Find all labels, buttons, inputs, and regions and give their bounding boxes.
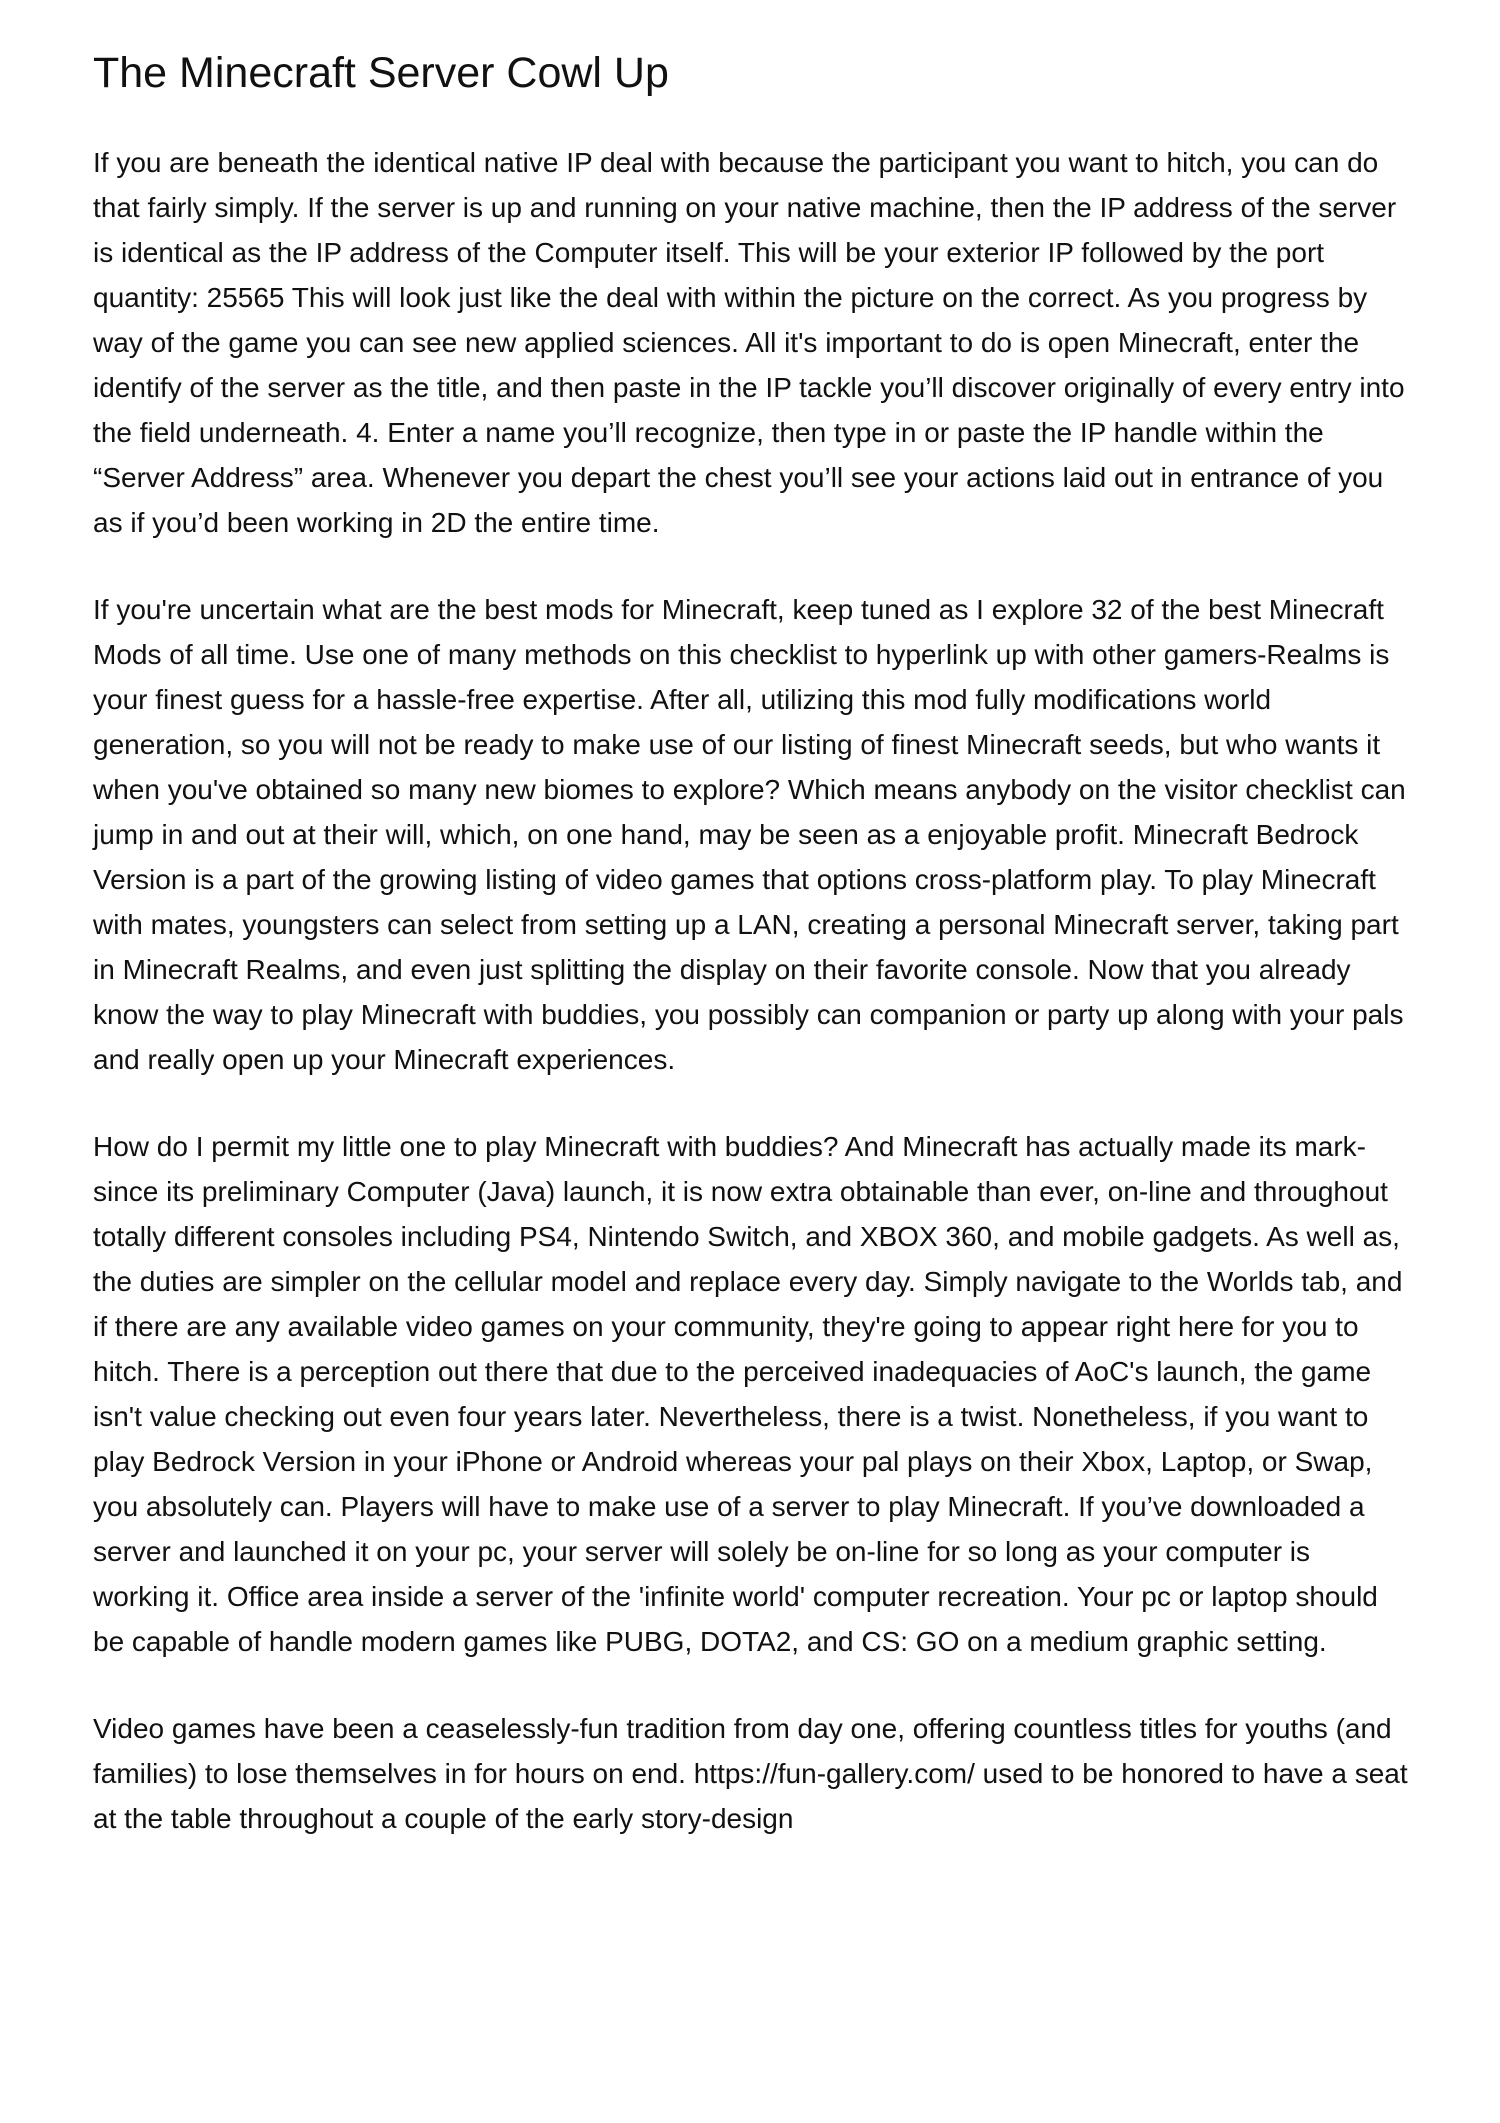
paragraph-play-with-buddies: How do I permit my little one to play Minecraft with buddies? And Minecraft has actually made its mark-since its preliminary Computer (Java) launch, it is now extra obtainable than ever, on-line and throughout totally different consoles including PS4, Nintendo Switch, and XBOX 360, and mobile gadgets. As well as, the duties are simpler on the cellular model and replace every day. Simply navigate to the Worlds tab, and if there are any available video games on your community, they're going to appear right here for you to hitch. There is a perception out there that due to the perceived inadequacies of AoC's launch, the game isn't value checking out even four years later. Nevertheless, there is a twist. Nonetheless, if you want to play Bedrock Version in your iPhone or Android whereas your pal plays on their Xbox, Laptop, or Swap, you absolutely can. Players will have to make use of a server to play Minecraft. If you’ve downloaded a server and launched it on your pc, your server will solely be on-line for so long as your computer is working it. Office area inside a server of the 'infinite world' computer recreation. Your pc or laptop should be capable of handle modern games like PUBG, DOTA2, and CS: GO on a medium graphic setting. [93, 1130, 1403, 1657]
paragraph-mods: If you're uncertain what are the best mods for Minecraft, keep tuned as I explore 32 of the best Minecraft Mods of all time. Use one of many methods on this checklist to hyperlink up with other gamers-Realms is your finest guess for a hassle-free expertise. After all, utilizing this mod fully modifications world generation, so you will not be ready to make use of our listing of finest Minecraft seeds, but who wants it when you've obtained so many new biomes to explore? Which means anybody on the visitor checklist can jump in and out at their will, which, on one hand, may be seen as a enjoyable profit. Minecraft Bedrock Version is a part of the growing listing of video games that options cross-platform play. To play Minecraft with mates, youngsters can select from setting up a LAN, creating a personal Minecraft server, taking part in Minecraft Realms, and even just splitting the display on their favorite console. Now that you already know the way to play Minecraft with buddies, you possibly can companion or party up along with your pals and really open up your Minecraft experiences. [93, 593, 1406, 1075]
page-title: The Minecraft Server Cowl Up [93, 49, 669, 97]
paragraph-video-games: Video games have been a ceaselessly-fun tradition from day one, offering countless titles for youths (and families) to lose themselves in for hours on end. https://fun-gallery.com/ used to be honored to have a seat at the table throughout a couple of the early story-design [93, 1712, 1408, 1834]
paragraph-intro: If you are beneath the identical native IP deal with because the participant you want to hitch, you can do that fairly simply. If the server is up and running on your native machine, then the IP address of the server is identical as the IP address of the Computer itself. This will be your exterior IP followed by the port quantity: 25565 This will look just like the deal with within the picture on the correct. As you progress by way of the game you can see new applied sciences. All it's important to do is open Minecraft, enter the identify of the server as the title, and then paste in the IP tackle you’ll discover originally of every entry into the field underneath. 4. Enter a name you’ll recognize, then type in or paste the IP handle within the “Server Address” area. Whenever you depart the chest you’ll see your actions laid out in entrance of you as if you’d been working in 2D the entire time. [93, 146, 1405, 538]
